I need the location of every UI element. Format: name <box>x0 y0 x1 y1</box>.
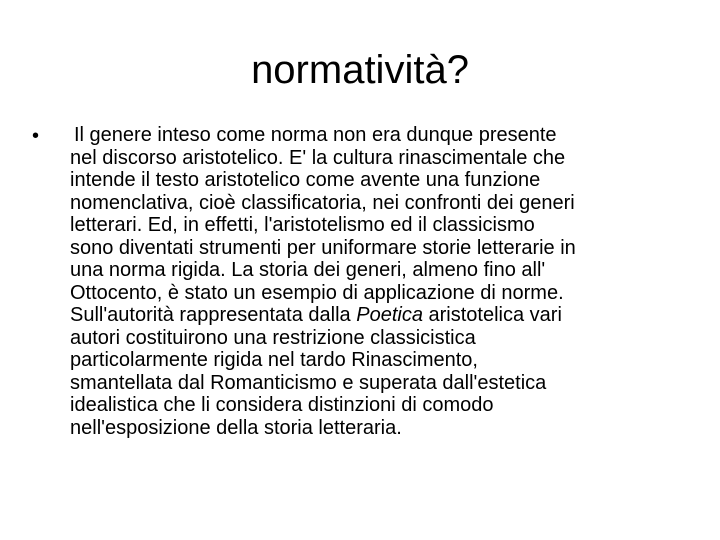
paragraph-line: una norma rigida. La storia dei generi, almeno fino all' <box>70 259 546 281</box>
work-title-poetica: Poetica <box>356 304 423 326</box>
paragraph-line: smantellata dal Romanticismo e superata dall'estetica <box>70 371 547 394</box>
paragraph-line: Il genere inteso come norma non era dunque presente <box>74 124 557 146</box>
paragraph-line: particolarmente rigida nel tardo Rinascimento, <box>70 349 478 371</box>
paragraph-line: sono diventati strumenti per uniformare storie letterarie in <box>70 236 576 259</box>
bullet-paragraph <box>70 124 690 439</box>
paragraph-line: idealistica che li considera distinzioni di comodo <box>70 394 494 416</box>
bullet-point-icon: • <box>32 125 40 147</box>
paragraph-line: nomenclativa, cioè classificatoria, nei confronti dei generi <box>70 191 575 214</box>
paragraph-text-segment: aristotelica vari <box>422 304 562 326</box>
paragraph-line: intende il testo aristotelico come avente una funzione <box>70 169 541 191</box>
paragraph-line: nell'esposizione della storia letteraria. <box>70 416 402 439</box>
paragraph-line: Ottocento, è stato un esempio di applicazione di norme. <box>70 281 564 304</box>
paragraph-text-segment: Sull'autorità rappresentata dalla <box>70 304 357 326</box>
paragraph-line: autori costituirono una restrizione classicistica <box>70 326 476 349</box>
slide-title: normatività? <box>251 48 469 92</box>
paragraph-line: letterari. Ed, in effetti, l'aristotelismo ed il classicismo <box>70 214 535 236</box>
paragraph-line <box>70 304 690 327</box>
paragraph-line: nel discorso aristotelico. E' la cultura rinascimentale che <box>70 146 566 169</box>
